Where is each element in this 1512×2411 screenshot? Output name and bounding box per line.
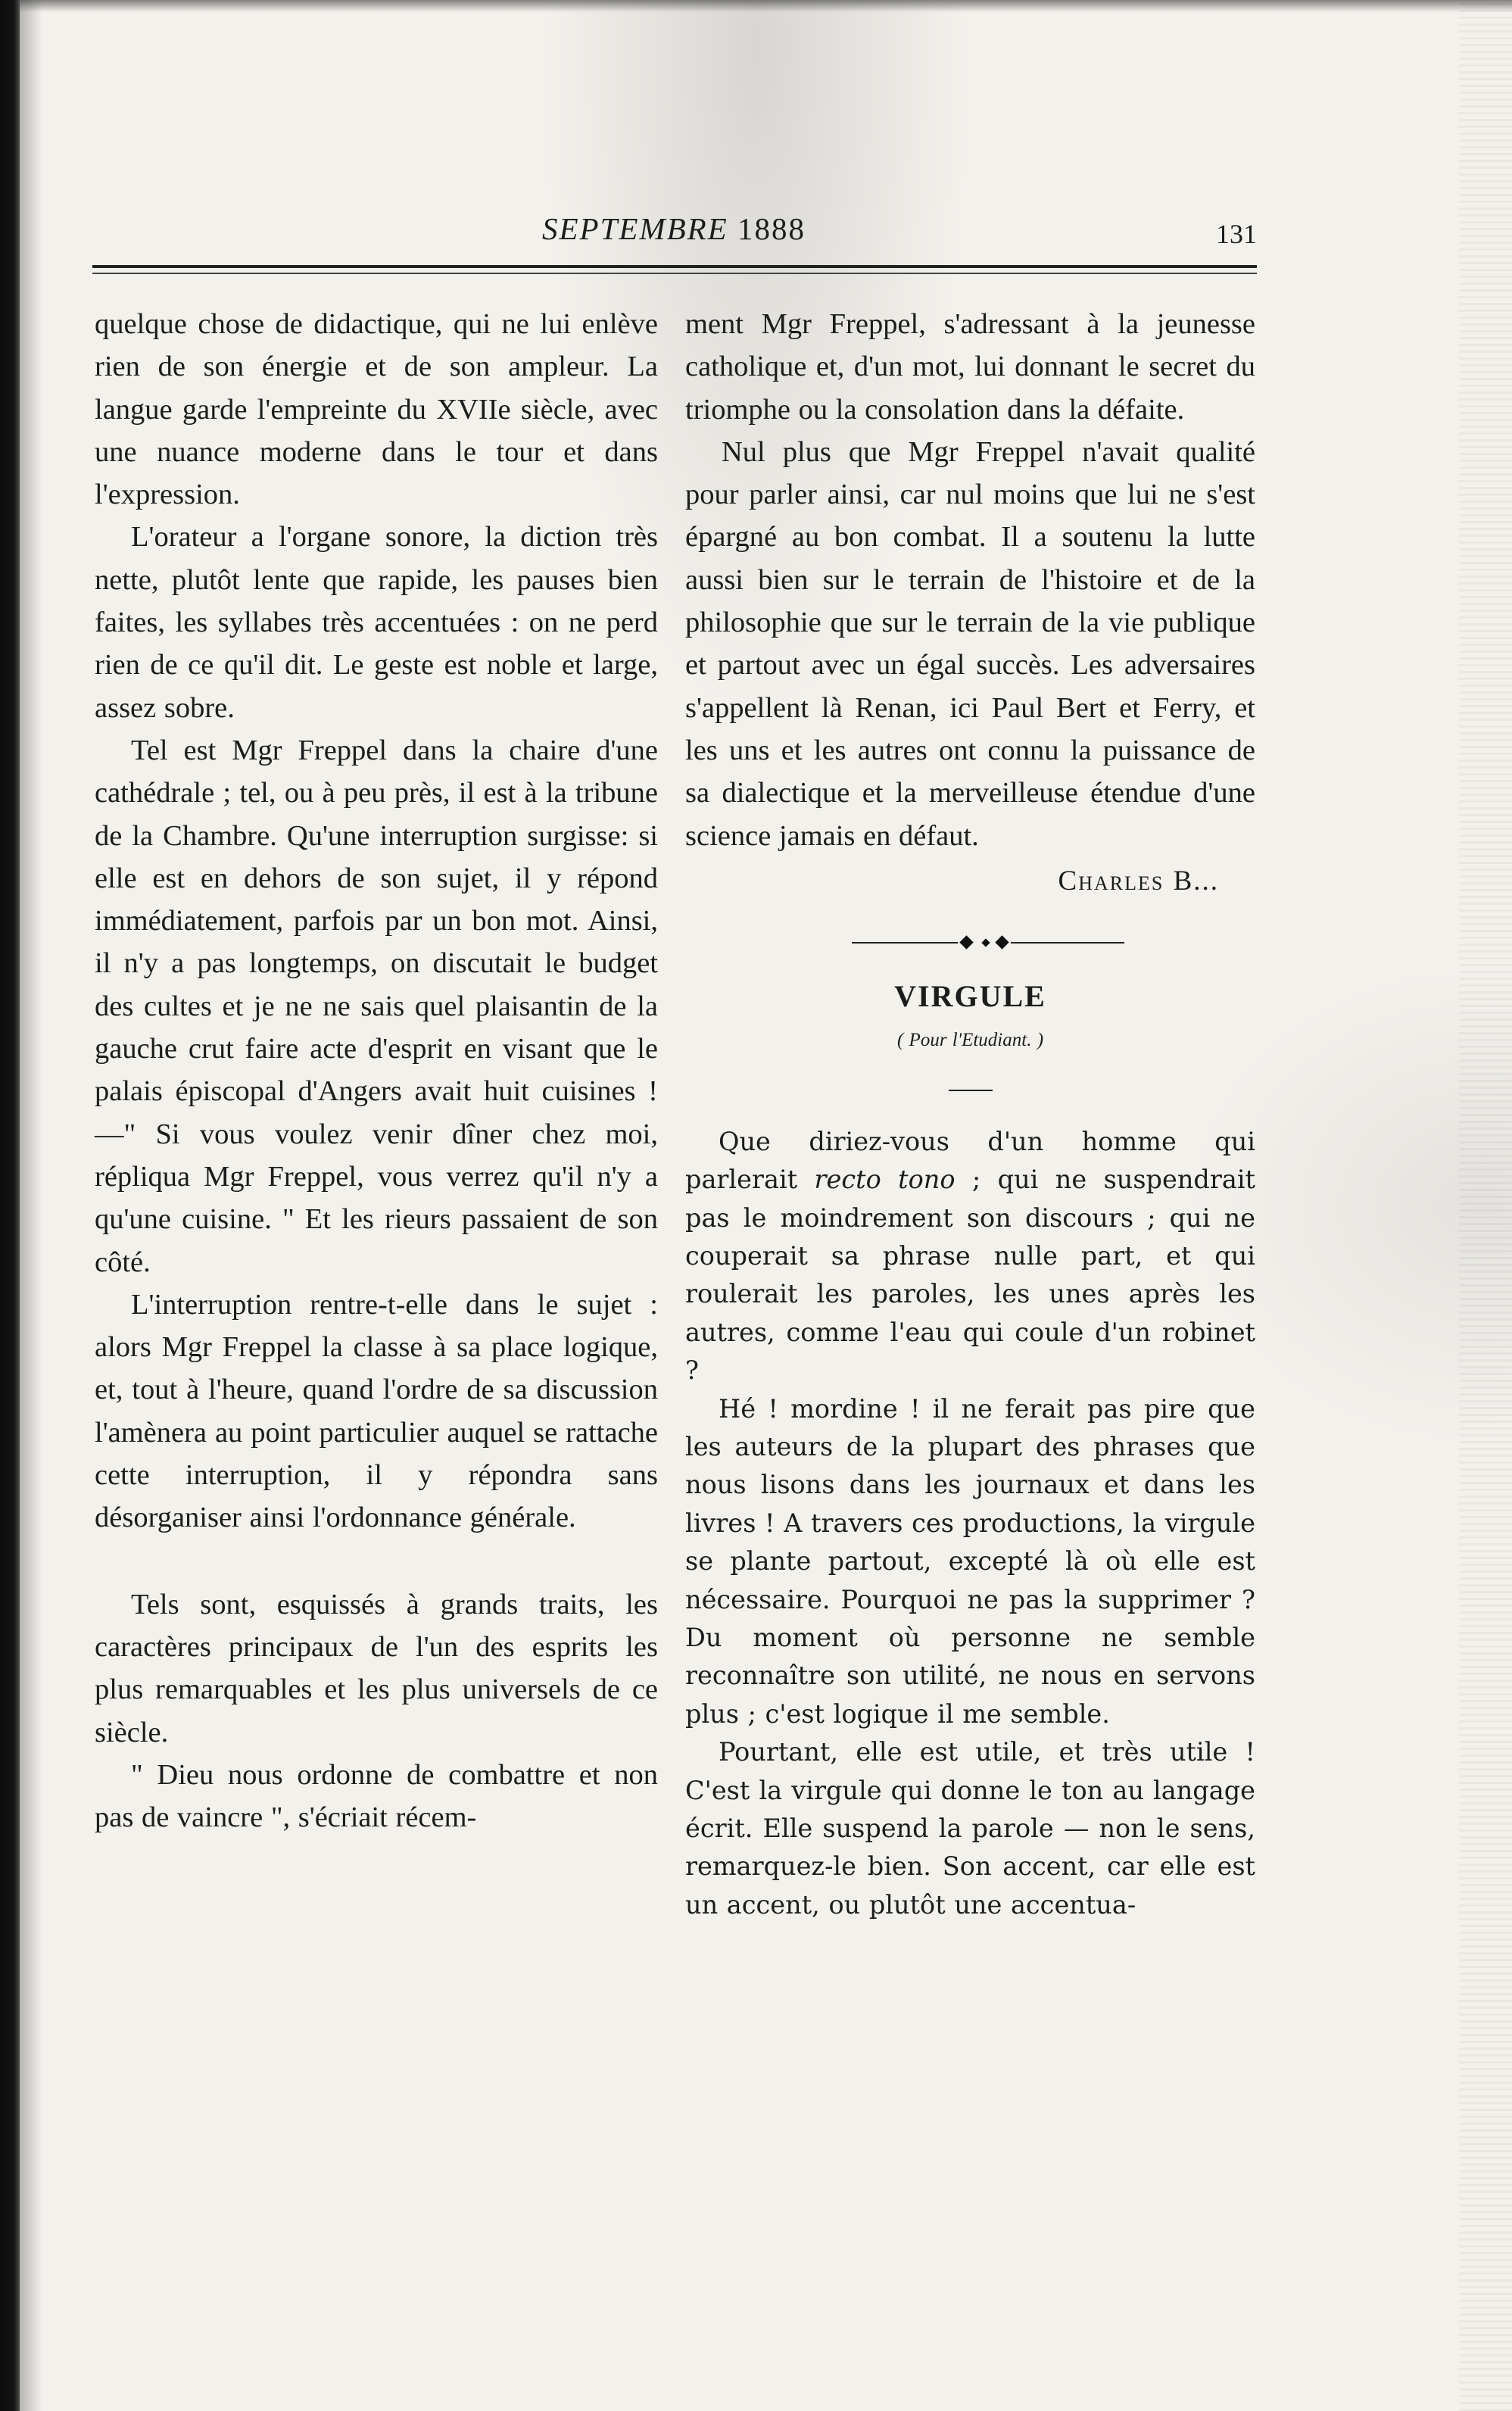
section-rule: [949, 1090, 993, 1091]
section-byline: ( Pour l'Etudiant. ): [896, 1030, 1044, 1051]
binding-edge: [0, 0, 20, 2411]
article-body: [685, 1123, 1255, 1925]
left-column: [95, 303, 658, 1839]
header-rule: [92, 265, 1257, 268]
right-column: [685, 303, 1255, 1924]
signature: Charles B...: [1058, 865, 1219, 897]
running-title-year: 1888: [737, 211, 806, 246]
paragraph: ment Mgr Freppel, s'adressant à la jeunesse catholique et, d'un mot, lui donnant le secret du triomphe ou la consolation dans la défaite.: [685, 308, 1255, 426]
page-header: [91, 211, 1257, 256]
paragraph: L'interruption rentre-t-elle dans le sujet : alors Mgr Freppel la classe à sa place logique, et, tout à l'heure, quand l'ordre de sa discussion l'amènera au point particulier auquel se rattache cette interruption, il y répondra sans désorganiser ainsi l'ordonnance générale.: [95, 1288, 658, 1534]
running-title-month: SEPTEMBRE: [542, 211, 728, 246]
paragraph: [685, 1123, 1255, 1390]
paragraph: Tel est Mgr Freppel dans la chaire d'une cathédrale ; tel, ou à peu près, il est à la tribune de la Chambre. Qu'une interruption surgisse: si elle est en dehors de son sujet, il y répond immédiatement, parfois par un bon mot. Ainsi, il n'y a pas longtemps, on discutait le budget des cultes et je ne ne sais quel plaisantin de la gauche crut faire acte d'esprit en visant que le palais épiscopal d'Angers avait huit cuisines !—" Si vous voulez venir dîner chez moi, répliqua Mgr Freppel, vous verrez qu'il n'y a qu'une cuisine. " Et les rieurs passaient de son côté.: [95, 734, 658, 1278]
paragraph: quelque chose de didactique, qui ne lui enlève rien de son énergie et de son ampleur. La langue garde l'empreinte du XVIIe siècle, avec une nuance moderne dans le tour et dans l'expression.: [95, 308, 658, 511]
paragraph: " Dieu nous ordonne de combattre et non pas de vaincre ", s'écriait récem-: [95, 1758, 658, 1834]
paragraph-text: Que diriez-vous d'un homme qui parlerait: [685, 1126, 1255, 1195]
section-ornament: [685, 919, 1255, 966]
running-title: [91, 211, 1257, 247]
header-rule-thin: [92, 273, 1257, 274]
italic-phrase: recto tono: [814, 1165, 956, 1195]
page-right-edge: [1459, 0, 1512, 2411]
paragraph: Hé ! mordine ! il ne ferait pas pire que les auteurs de la plupart des phrases que nous lisons dans les journaux et dans les livres ! A travers ces productions, la virgule se plante partout, excepté là où elle est nécessaire. Pourquoi ne pas la supprimer ? Du moment où personne ne semble reconnaître son utilité, ne nous en servons plus ; c'est logique il me semble.: [685, 1393, 1255, 1729]
paragraph: L'orateur a l'organe sonore, la diction très nette, plutôt lente que rapide, les pauses bien faites, les syllabes très accentuées : on ne perd rien de ce qu'il dit. Le geste est noble et large, assez sobre.: [95, 521, 658, 724]
page-number: 131: [1216, 219, 1257, 249]
section-title: VIRGULE: [894, 979, 1046, 1014]
paragraph: Pourtant, elle est utile, et très utile ! C'est la virgule qui donne le ton au langage écrit. Elle suspend la parole — non le sens, remarquez-le bien. Son accent, car elle est un accent, ou plutôt une accentua-: [685, 1737, 1255, 1920]
paragraph: Tels sont, esquissés à grands traits, les caractères principaux de l'un des esprits les plus remarquables et les plus universels de ce siècle.: [95, 1588, 658, 1748]
page-top-edge: [20, 0, 1512, 12]
binding-shadow: [20, 0, 42, 2411]
paragraph: Nul plus que Mgr Freppel n'avait qualité pour parler ainsi, car nul moins que lui ne s'est épargné au bon combat. Il a soutenu la lutte aussi bien sur le terrain de l'histoire et de la philosophie que sur le terrain de la vie publique et partout avec un égal succès. Les adversaires s'appellent là Renan, ici Paul Bert et Ferry, et les uns et les autres ont connu la puissance de sa dialectique et la merveilleuse étendue d'une science jamais en défaut.: [685, 435, 1255, 852]
paragraph-text: ; qui ne suspendrait pas le moindrement son discours ; qui ne couperait sa phrase nulle part, et qui roulerait les paroles, les unes après les autres, comme l'eau qui coule d'un robinet ?: [685, 1165, 1255, 1386]
